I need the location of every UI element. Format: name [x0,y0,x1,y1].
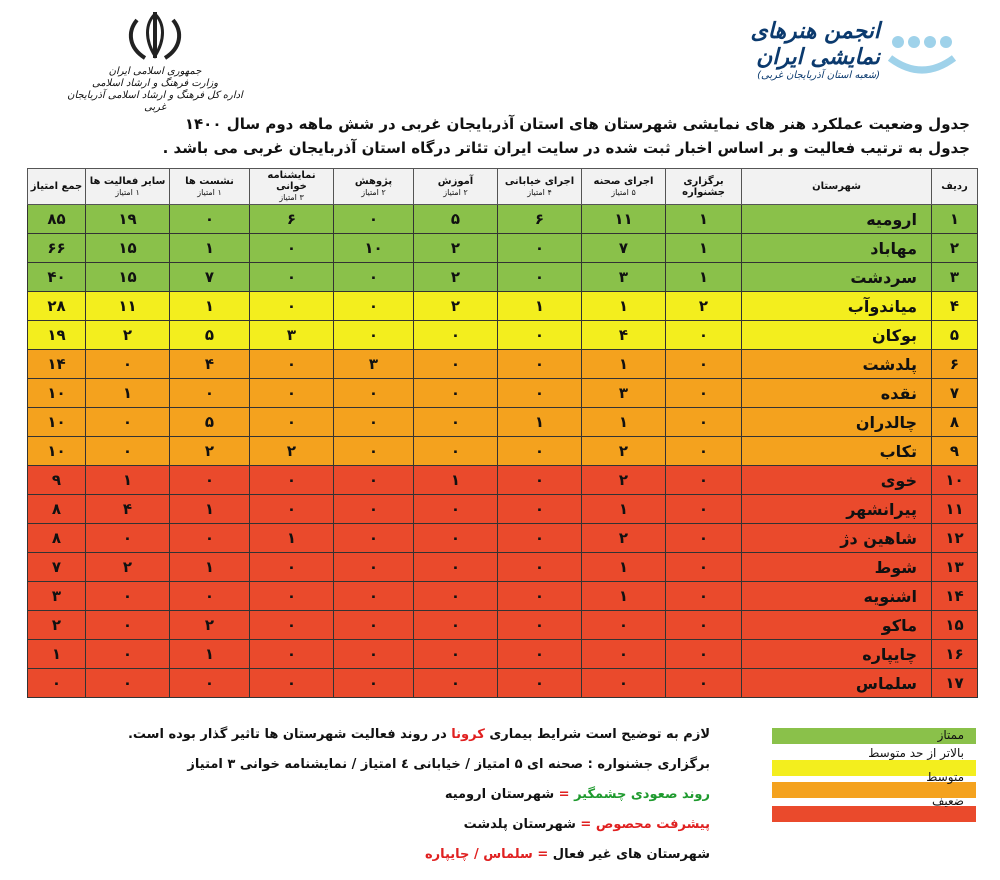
table-cell: ۰ [666,611,742,640]
table-cell: ۱ [414,466,498,495]
corona-note-end: در روند فعالیت شهرستان ها تاثیر گذار بوده است. [127,727,452,742]
table-cell: ۱ [666,263,742,292]
table-cell: ۲ [28,611,86,640]
column-header [498,169,582,205]
city-cell: سلماس [742,669,932,698]
legend-label: ضعیف [931,794,964,808]
table-cell: ۲ [582,437,666,466]
legend-swatch [772,806,976,822]
inactive-value: سلماس / چایپاره [424,847,533,862]
theatre-mask-icon [884,32,960,78]
table-cell: ۱۵ [932,611,978,640]
table-cell: ۰ [334,263,414,292]
table-cell: ۰ [414,408,498,437]
table-cell: ۱۵ [86,263,170,292]
table-cell: ۱ [582,582,666,611]
table-cell: ۷ [582,234,666,263]
city-cell: سردشت [742,263,932,292]
iran-emblem-icon [115,10,195,62]
legend-label: متوسط [926,770,964,784]
column-header [582,169,666,205]
table-cell: ۱ [582,408,666,437]
table-cell: ۰ [334,379,414,408]
column-points: ۵ امتیاز [611,187,636,197]
table-cell: ۱۷ [932,669,978,698]
column-header [28,169,86,205]
column-label: سایر فعالیت ها [89,175,166,187]
progress-value: شهرستان پلدشت [463,817,576,832]
table-cell: ۳ [932,263,978,292]
progress-label: پیشرفت محصوص [595,817,710,832]
table-cell: ۰ [666,321,742,350]
table-cell: ۸ [932,408,978,437]
table-body [28,205,978,698]
table-cell: ۰ [250,611,334,640]
table-cell: ۲ [170,611,250,640]
city-cell: چایپاره [742,640,932,669]
table-row [28,553,978,582]
association-subtitle: (شعبه استان آذربایجان غربی) [757,70,880,81]
city-cell: چالدران [742,408,932,437]
table-cell: ۱ [170,553,250,582]
table-cell: ۰ [250,466,334,495]
table-cell: ۶۶ [28,234,86,263]
table-cell: ۱۹ [86,205,170,234]
logo-line-3: اداره کل فرهنگ و ارشاد اسلامی آذربایجان غربی [67,90,243,113]
table-row [28,495,978,524]
table-cell: ۰ [334,640,414,669]
table-cell: ۰ [666,640,742,669]
table-cell: ۰ [86,524,170,553]
table-cell: ۷ [170,263,250,292]
table-cell: ۰ [498,640,582,669]
table-cell: ۱ [582,495,666,524]
table-cell: ۰ [666,524,742,553]
column-points: ۲ امتیاز [361,187,386,197]
table-cell: ۶ [498,205,582,234]
column-header [170,169,250,205]
progress-separator: = [575,817,596,832]
table-cell: ۱۰ [334,234,414,263]
table-cell: ۱۵ [86,234,170,263]
table-cell: ۰ [582,640,666,669]
table-cell: ۰ [170,669,250,698]
city-cell: پیرانشهر [742,495,932,524]
table-cell: ۰ [170,379,250,408]
table-cell: ۰ [250,408,334,437]
table-cell: ۲ [414,263,498,292]
table-cell: ۰ [666,466,742,495]
table-cell: ۵ [932,321,978,350]
column-header [86,169,170,205]
city-cell: نقده [742,379,932,408]
table-cell: ۰ [334,321,414,350]
table-cell: ۱ [86,466,170,495]
table-cell: ۱ [498,408,582,437]
table-cell: ۲ [666,292,742,321]
table-cell: ۰ [666,553,742,582]
table-cell: ۰ [250,379,334,408]
table-cell: ۱۳ [932,553,978,582]
table-cell: ۱۶ [932,640,978,669]
city-cell: ماکو [742,611,932,640]
table-cell: ۲ [582,466,666,495]
table-cell: ۰ [86,582,170,611]
table-cell: ۰ [414,582,498,611]
table-cell: ۲ [414,234,498,263]
table-cell: ۰ [582,611,666,640]
city-cell: بوکان [742,321,932,350]
column-header [666,169,742,205]
table-cell: ۰ [498,234,582,263]
table-cell: ۰ [170,524,250,553]
table-cell: ۰ [86,350,170,379]
table-cell: ۰ [334,669,414,698]
table-cell: ۰ [582,669,666,698]
page-heading [30,112,970,160]
column-header [334,169,414,205]
table-cell: ۱۰ [28,408,86,437]
table-row [28,205,978,234]
table-cell: ۰ [250,263,334,292]
corona-word: کرونا [451,727,485,742]
table-row [28,263,978,292]
column-points: ۴ امتیاز [527,187,552,197]
table-row [28,321,978,350]
table-cell: ۲۸ [28,292,86,321]
table-cell: ۱۰ [28,379,86,408]
table-cell: ۱۱ [932,495,978,524]
table-cell: ۰ [414,350,498,379]
table-cell: ۰ [250,234,334,263]
growth-label: روند صعودی چشمگیر [574,787,710,802]
column-label: نشست ها [185,175,234,187]
table-cell: ۰ [414,379,498,408]
growth-note [30,780,710,810]
table-row [28,408,978,437]
column-label: شهرستان [812,181,861,192]
table-cell: ۰ [498,350,582,379]
inactive-separator: = [532,847,553,862]
growth-separator: = [554,787,575,802]
table-cell: ۱۰ [28,437,86,466]
table-cell: ۸۵ [28,205,86,234]
table-cell: ۱ [170,234,250,263]
table-cell: ۰ [86,437,170,466]
table-header-row [28,169,978,205]
column-points: ۱ امتیاز [115,187,140,197]
city-cell: اشنویه [742,582,932,611]
table-cell: ۰ [250,582,334,611]
table-cell: ۰ [86,408,170,437]
association-name: انجمن هنرهای نمایشی ایران [750,18,880,70]
table-cell: ۰ [498,437,582,466]
table-row [28,524,978,553]
table-cell: ۰ [250,292,334,321]
table-cell: ۰ [334,205,414,234]
table-cell: ۲ [414,292,498,321]
city-cell: مهاباد [742,234,932,263]
city-cell: میاندوآب [742,292,932,321]
table-cell: ۱ [582,553,666,582]
table-cell: ۰ [334,495,414,524]
table-row [28,669,978,698]
column-label: نمایشنامه خوانی [267,170,316,192]
table-cell: ۱ [498,292,582,321]
column-label: اجرای صحنه [593,175,654,187]
table-cell: ۰ [414,495,498,524]
logo-line-1: جمهوری اسلامی ایران [108,66,202,77]
table-cell: ۲ [582,524,666,553]
table-row [28,611,978,640]
corona-note-start: لازم به توضیح است شرایط بیماری [484,727,710,742]
table-cell: ۰ [250,350,334,379]
column-label: برگزاری جشنواره [682,175,725,198]
table-cell: ۱۴ [932,582,978,611]
table-cell: ۰ [666,495,742,524]
table-cell: ۹ [28,466,86,495]
table-cell: ۵ [170,408,250,437]
table-row [28,350,978,379]
table-cell: ۰ [86,640,170,669]
table-cell: ۱۰ [932,466,978,495]
table-cell: ۰ [86,669,170,698]
table-cell: ۰ [170,205,250,234]
table-cell: ۰ [498,379,582,408]
table-cell: ۰ [250,640,334,669]
table-cell: ۰ [498,263,582,292]
heading-line-2: جدول به ترتیب فعالیت و بر اساس اخبار ثبت شده در سایت ایران تئاتر درگاه استان آذربایجان غربی می باشد . [162,139,970,157]
table-cell: ۳ [250,321,334,350]
table-cell: ۳ [582,379,666,408]
table-cell: ۱ [86,379,170,408]
table-cell: ۱ [28,640,86,669]
table-cell: ۰ [498,553,582,582]
table-cell: ۰ [334,524,414,553]
table-cell: ۶ [932,350,978,379]
table-cell: ۴ [170,350,250,379]
table-cell: ۰ [414,437,498,466]
table-cell: ۰ [498,495,582,524]
table-cell: ۱ [582,350,666,379]
table-cell: ۳ [28,582,86,611]
table-cell: ۱۹ [28,321,86,350]
table-cell: ۰ [334,611,414,640]
growth-value: شهرستان ارومیه [444,787,555,802]
table-row [28,379,978,408]
city-cell: خوی [742,466,932,495]
table-cell: ۰ [334,553,414,582]
table-cell: ۲ [86,321,170,350]
color-legend [772,726,976,822]
table-cell: ۱ [932,205,978,234]
table-cell: ۰ [334,582,414,611]
column-label: اجرای خیابانی [504,175,575,187]
table-cell: ۱۱ [582,205,666,234]
association-logo [720,18,960,98]
table-cell: ۴۰ [28,263,86,292]
table-cell: ۱ [170,292,250,321]
column-label: ردیف [941,181,968,192]
notes [30,720,710,870]
table-cell: ۴ [582,321,666,350]
table-cell: ۰ [414,640,498,669]
table-row [28,582,978,611]
inactive-label: شهرستان های غیر فعال [552,847,710,862]
table-cell: ۰ [414,611,498,640]
table-row [28,234,978,263]
table-cell: ۸ [28,495,86,524]
table-cell: ۶ [250,205,334,234]
table-cell: ۷ [932,379,978,408]
table-row [28,466,978,495]
table-cell: ۵ [414,205,498,234]
table-cell: ۰ [498,669,582,698]
heading-line-1: جدول وضعیت عملکرد هنر های نمایشی شهرستان های استان آذربایجان غربی در شش ماهه دوم سال ۱۴۰۰ [184,115,970,133]
table-cell: ۸ [28,524,86,553]
table-cell: ۷ [28,553,86,582]
table-cell: ۴ [932,292,978,321]
table-cell: ۰ [498,582,582,611]
table-cell: ۳ [334,350,414,379]
column-header [742,169,932,205]
column-points: ۱ امتیاز [197,187,222,197]
table-cell: ۱۲ [932,524,978,553]
table-cell: ۱۴ [28,350,86,379]
column-header [932,169,978,205]
inactive-note [30,840,710,870]
table-cell: ۰ [170,582,250,611]
column-label: جمع امتیاز [30,181,83,192]
city-cell: ارومیه [742,205,932,234]
table-cell: ۰ [666,669,742,698]
performance-table [27,168,978,698]
table-cell: ۰ [250,553,334,582]
column-label: آموزش [437,175,474,187]
column-label: پژوهش [354,175,393,187]
table-cell: ۰ [414,524,498,553]
legend-item-weak [772,794,976,821]
table-cell: ۱ [170,640,250,669]
table-cell: ۲ [250,437,334,466]
table-cell: ۰ [498,321,582,350]
table-cell: ۰ [414,321,498,350]
ministry-logo [60,10,250,114]
table-cell: ۱ [250,524,334,553]
table-cell: ۲ [932,234,978,263]
table-cell: ۰ [28,669,86,698]
table-cell: ۰ [666,350,742,379]
table-cell: ۰ [250,495,334,524]
city-cell: تکاب [742,437,932,466]
table-row [28,640,978,669]
legend-label: ممتاز [937,728,964,742]
table-cell: ۳ [582,263,666,292]
corona-note [30,720,710,750]
table-cell: ۴ [86,495,170,524]
table-cell: ۰ [498,611,582,640]
table-cell: ۰ [666,437,742,466]
table-cell: ۰ [334,292,414,321]
column-points: ۲ امتیاز [443,187,468,197]
table-cell: ۰ [170,466,250,495]
table-cell: ۰ [86,611,170,640]
table-row [28,292,978,321]
table-cell: ۰ [334,466,414,495]
city-cell: شوط [742,553,932,582]
table-cell: ۱ [666,234,742,263]
table-cell: ۵ [170,321,250,350]
table-cell: ۰ [414,669,498,698]
column-header [250,169,334,205]
table-cell: ۱ [582,292,666,321]
table-cell: ۰ [498,524,582,553]
table-cell: ۰ [334,408,414,437]
table-cell: ۰ [334,437,414,466]
table-cell: ۲ [170,437,250,466]
festival-note: برگزاری جشنواره : صحنه ای ۵ امتیاز / خیابانی ٤ امتیاز / نمایشنامه خوانی ۳ امتیاز [187,757,710,772]
progress-note [30,810,710,840]
column-header [414,169,498,205]
table-cell: ۰ [666,582,742,611]
table-cell: ۱ [666,205,742,234]
table-cell: ۱ [170,495,250,524]
table-cell: ۱۱ [86,292,170,321]
table-cell: ۰ [498,466,582,495]
table-cell: ۰ [666,379,742,408]
city-cell: شاهین دژ [742,524,932,553]
table-cell: ۰ [250,669,334,698]
table-row [28,437,978,466]
table-cell: ۹ [932,437,978,466]
column-points: ۳ امتیاز [279,193,304,202]
city-cell: پلدشت [742,350,932,379]
table-cell: ۰ [414,553,498,582]
table-cell: ۰ [666,408,742,437]
table-cell: ۲ [86,553,170,582]
logo-line-2: وزارت فرهنگ و ارشاد اسلامی [91,78,219,89]
legend-label: بالاتر از حد متوسط [868,746,964,760]
